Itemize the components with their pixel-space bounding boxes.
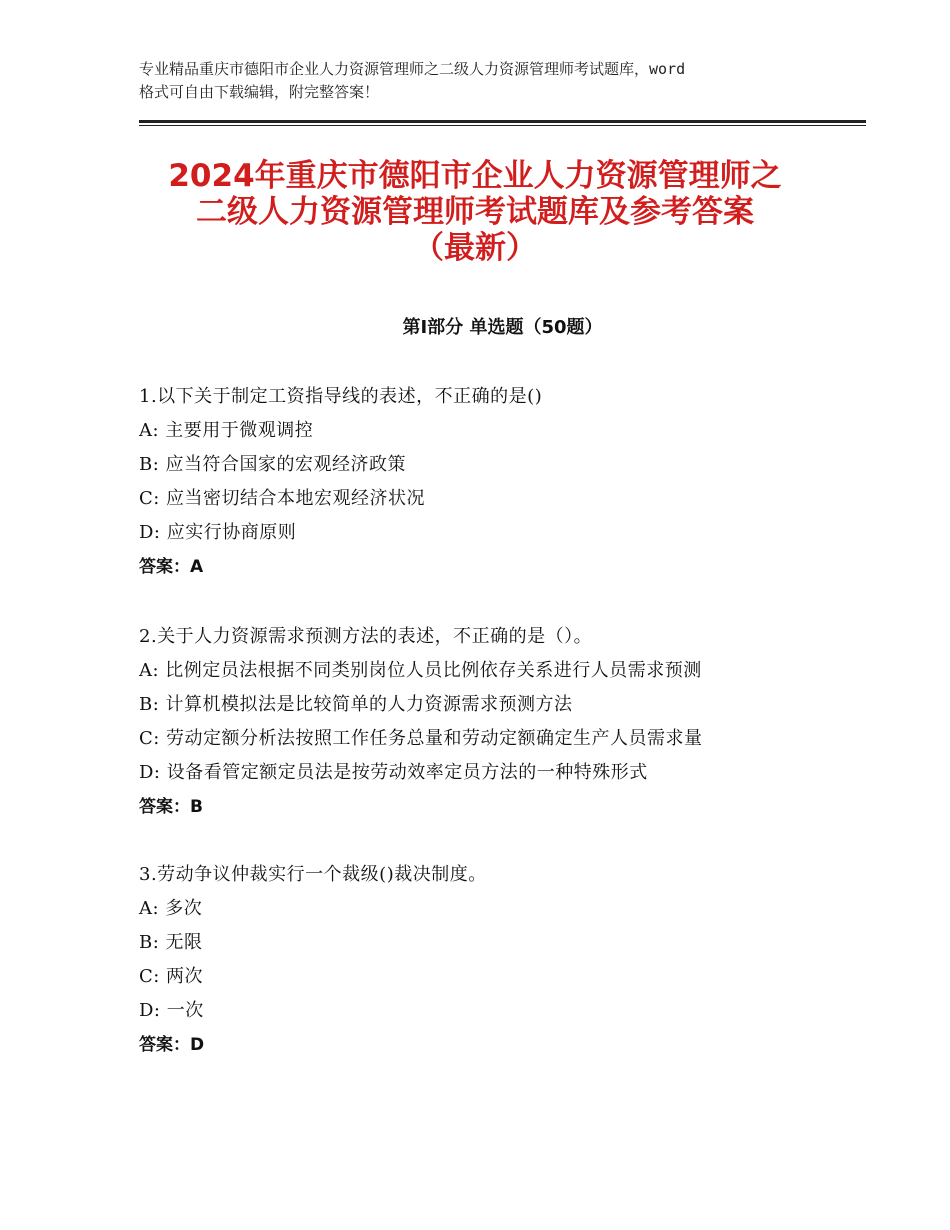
header-note bbox=[139, 58, 819, 104]
option-a: A: 主要用于微观调控 bbox=[139, 420, 314, 441]
option-c: C: 劳动定额分析法按照工作任务总量和劳动定额确定生产人员需求量 bbox=[139, 728, 703, 749]
option-c: C: 应当密切结合本地宏观经济状况 bbox=[139, 488, 426, 509]
question-3 bbox=[139, 858, 879, 1062]
section-title: 第Ⅰ部分 单选题（50题） bbox=[402, 317, 603, 338]
header-note-line-1: 专业精品重庆市德阳市企业人力资源管理师之二级人力资源管理师考试题库，word bbox=[139, 60, 686, 78]
option-a: A: 比例定员法根据不同类别岗位人员比例依存关系进行人员需求预测 bbox=[139, 660, 702, 681]
header-rule-thick bbox=[139, 120, 866, 123]
question-stem: 3.劳动争议仲裁实行一个裁级()裁决制度。 bbox=[139, 864, 487, 885]
document-title-line-2: 二级人力资源管理师考试题库及参考答案 bbox=[196, 194, 754, 230]
option-d: D: 设备看管定额定员法是按劳动效率定员方法的一种特殊形式 bbox=[139, 762, 648, 783]
question-stem: 2.关于人力资源需求预测方法的表述，不正确的是（）。 bbox=[139, 626, 593, 647]
answer: 答案：B bbox=[139, 797, 203, 817]
option-d: D: 一次 bbox=[139, 1000, 204, 1021]
option-b: B: 计算机模拟法是比较简单的人力资源需求预测方法 bbox=[139, 694, 573, 715]
option-a: A: 多次 bbox=[139, 898, 203, 919]
header-rule-thin bbox=[139, 125, 866, 126]
option-b: B: 应当符合国家的宏观经济政策 bbox=[139, 454, 407, 475]
option-d: D: 应实行协商原则 bbox=[139, 522, 297, 543]
option-c: C: 两次 bbox=[139, 966, 204, 987]
question-2 bbox=[139, 620, 879, 824]
header-note-line-2: 格式可自由下载编辑，附完整答案！ bbox=[139, 83, 380, 101]
document-title-line-1: 2024年重庆市德阳市企业人力资源管理师之 bbox=[168, 158, 782, 194]
question-stem: 1.以下关于制定工资指导线的表述，不正确的是() bbox=[139, 386, 543, 407]
document-title bbox=[120, 158, 830, 266]
question-1 bbox=[139, 380, 879, 584]
answer: 答案：A bbox=[139, 557, 204, 577]
answer: 答案：D bbox=[139, 1035, 205, 1055]
option-b: B: 无限 bbox=[139, 932, 203, 953]
document-title-line-3: （最新） bbox=[413, 230, 537, 266]
